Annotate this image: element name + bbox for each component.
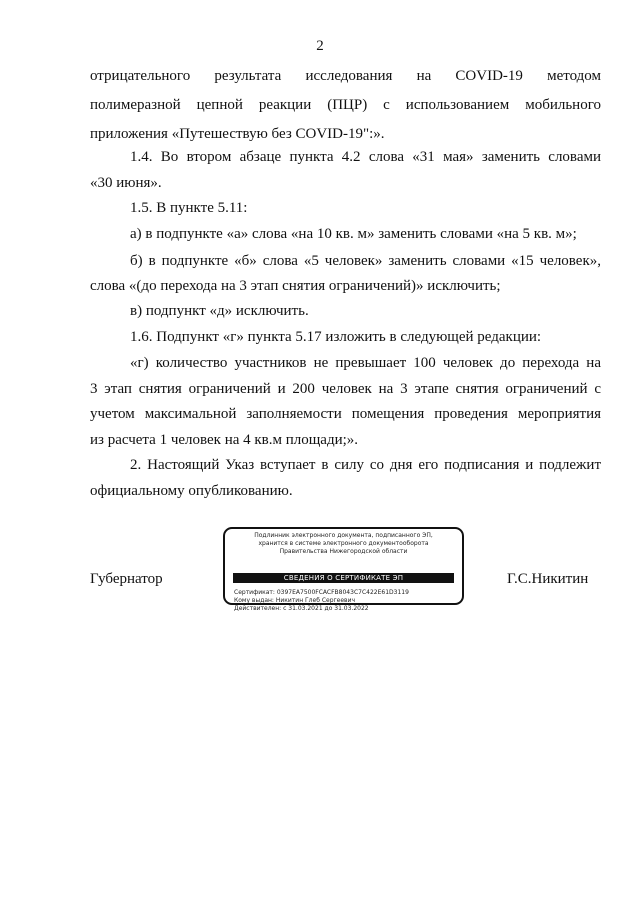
stamp-header-line: хранится в системе электронного документооборота — [258, 540, 429, 547]
body-line: отрицательного результата исследования на COVID-19 методом — [90, 68, 601, 84]
stamp-certificate-info — [234, 589, 409, 613]
body-line: в) подпункт «д» исключить. — [130, 303, 309, 319]
body-line: 3 этап снятия ограничений и 200 человек на 3 этапе снятия ограничений с — [90, 381, 601, 397]
body-line: 1.5. В пункте 5.11: — [130, 200, 248, 216]
body-line: «30 июня». — [90, 175, 162, 191]
body-line: 1.4. Во втором абзаце пункта 4.2 слова «31 мая» заменить словами — [130, 149, 601, 165]
stamp-header — [225, 532, 462, 556]
page-number: 2 — [316, 38, 324, 54]
stamp-title-bar: СВЕДЕНИЯ О СЕРТИФИКАТЕ ЭП — [233, 573, 454, 583]
signatory-name: Г.С.Никитин — [507, 571, 589, 587]
body-line: «г) количество участников не превышает 100 человек до перехода на — [130, 355, 601, 371]
body-line: б) в подпункте «б» слова «5 человек» заменить словами «15 человек», — [130, 253, 601, 269]
certificate-owner: Кому выдан: Никитин Глеб Сергеевич — [234, 597, 356, 604]
certificate-number: Сертификат: 0397EA7500FCACFB8043C7C422E61D3119 — [234, 589, 409, 596]
electronic-signature-stamp — [223, 527, 464, 612]
certificate-validity: Действителен: с 31.03.2021 до 31.03.2022 — [234, 605, 369, 612]
body-line: 2. Настоящий Указ вступает в силу со дня его подписания и подлежит — [130, 457, 601, 473]
body-line: слова «(до перехода на 3 этап снятия ограничений)» исключить; — [90, 278, 501, 294]
stamp-header-line: Подлинник электронного документа, подписанного ЭП, — [254, 532, 433, 539]
body-line: из расчета 1 человек на 4 кв.м площади;». — [90, 432, 359, 448]
body-line: 1.6. Подпункт «г» пункта 5.17 изложить в следующей редакции: — [130, 329, 542, 345]
body-line: а) в подпункте «а» слова «на 10 кв. м» заменить словами «на 5 кв. м»; — [130, 226, 577, 242]
signatory-role: Губернатор — [90, 571, 163, 587]
body-line: официальному опубликованию. — [90, 483, 293, 499]
body-line: полимеразной цепной реакции (ПЦР) с использованием мобильного — [90, 97, 601, 113]
stamp-header-line: Правительства Нижегородской области — [279, 548, 408, 555]
body-line: учетом максимальной заполняемости помещения проведения мероприятия — [90, 406, 601, 422]
body-line: приложения «Путешествую без COVID-19":». — [90, 126, 385, 142]
